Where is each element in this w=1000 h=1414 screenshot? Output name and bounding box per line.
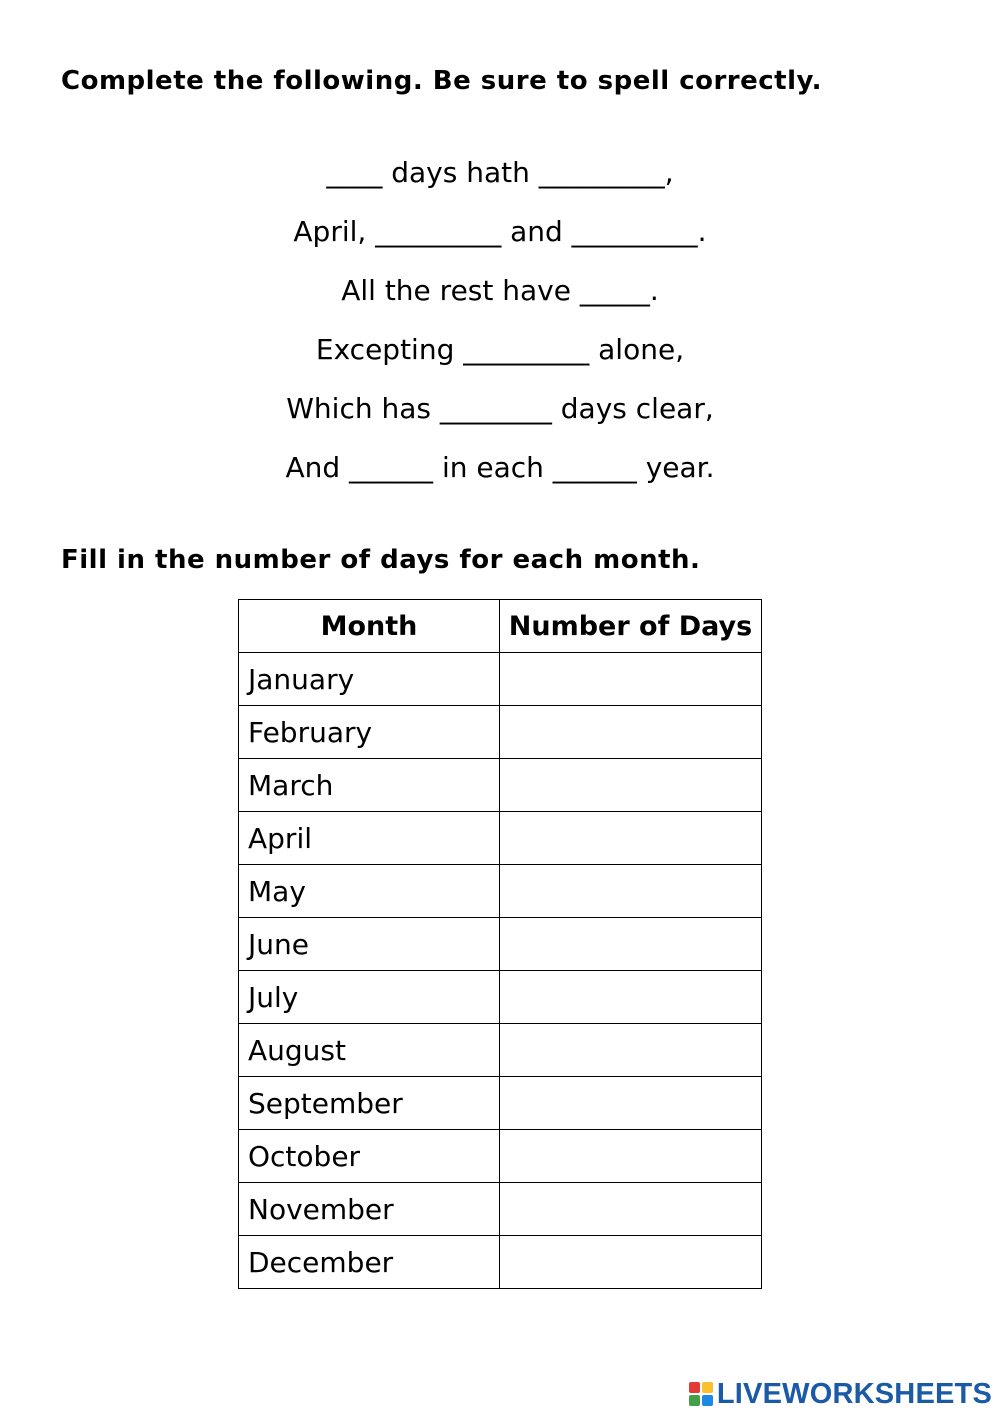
month-cell: October	[239, 1130, 500, 1183]
days-answer-cell[interactable]	[500, 706, 762, 759]
header-month: Month	[239, 600, 500, 653]
days-answer-cell[interactable]	[500, 759, 762, 812]
logo-square	[689, 1382, 700, 1393]
days-answer-cell[interactable]	[500, 1130, 762, 1183]
month-cell: December	[239, 1236, 500, 1289]
poem-line: Excepting _________ alone,	[315, 333, 685, 366]
month-cell: March	[239, 759, 500, 812]
days-answer-cell[interactable]	[500, 812, 762, 865]
month-cell: June	[239, 918, 500, 971]
month-cell: February	[239, 706, 500, 759]
month-cell: May	[239, 865, 500, 918]
days-answer-cell[interactable]	[500, 971, 762, 1024]
days-answer-cell[interactable]	[500, 1024, 762, 1077]
days-answer-cell[interactable]	[500, 918, 762, 971]
days-answer-cell[interactable]	[500, 865, 762, 918]
poem-line: Which has ________ days clear,	[286, 392, 714, 425]
days-answer-cell[interactable]	[500, 1236, 762, 1289]
months-table	[238, 599, 762, 1289]
poem-line: And ______ in each ______ year.	[285, 451, 715, 484]
instruction-heading-fill: Fill in the number of days for each month.	[61, 545, 701, 575]
month-cell: August	[239, 1024, 500, 1077]
month-cell: April	[239, 812, 500, 865]
poem	[0, 150, 1000, 504]
table-row	[239, 1183, 762, 1236]
logo-square	[702, 1382, 713, 1393]
table-row	[239, 1024, 762, 1077]
liveworksheets-footer	[689, 1374, 992, 1414]
brand-name: LIVEWORKSHEETS	[716, 1377, 992, 1410]
poem-line: ____ days hath _________,	[326, 156, 674, 189]
days-answer-cell[interactable]	[500, 1077, 762, 1130]
table-row	[239, 706, 762, 759]
poem-line: All the rest have _____.	[341, 274, 659, 307]
table-row	[239, 653, 762, 706]
table-row	[239, 865, 762, 918]
table-row	[239, 971, 762, 1024]
month-cell: July	[239, 971, 500, 1024]
month-cell: September	[239, 1077, 500, 1130]
table-row	[239, 1130, 762, 1183]
table-row	[239, 1077, 762, 1130]
instruction-heading-complete: Complete the following. Be sure to spell correctly.	[61, 66, 822, 96]
table-row	[239, 759, 762, 812]
logo-square	[702, 1395, 713, 1406]
table-header-row	[239, 600, 762, 653]
table-row	[239, 812, 762, 865]
header-number-of-days: Number of Days	[500, 600, 762, 653]
table-row	[239, 918, 762, 971]
days-answer-cell[interactable]	[500, 1183, 762, 1236]
liveworksheets-logo-icon	[689, 1382, 713, 1406]
month-cell: November	[239, 1183, 500, 1236]
poem-line: April, _________ and _________.	[293, 215, 707, 248]
logo-square	[689, 1395, 700, 1406]
month-cell: January	[239, 653, 500, 706]
days-answer-cell[interactable]	[500, 653, 762, 706]
table-row	[239, 1236, 762, 1289]
